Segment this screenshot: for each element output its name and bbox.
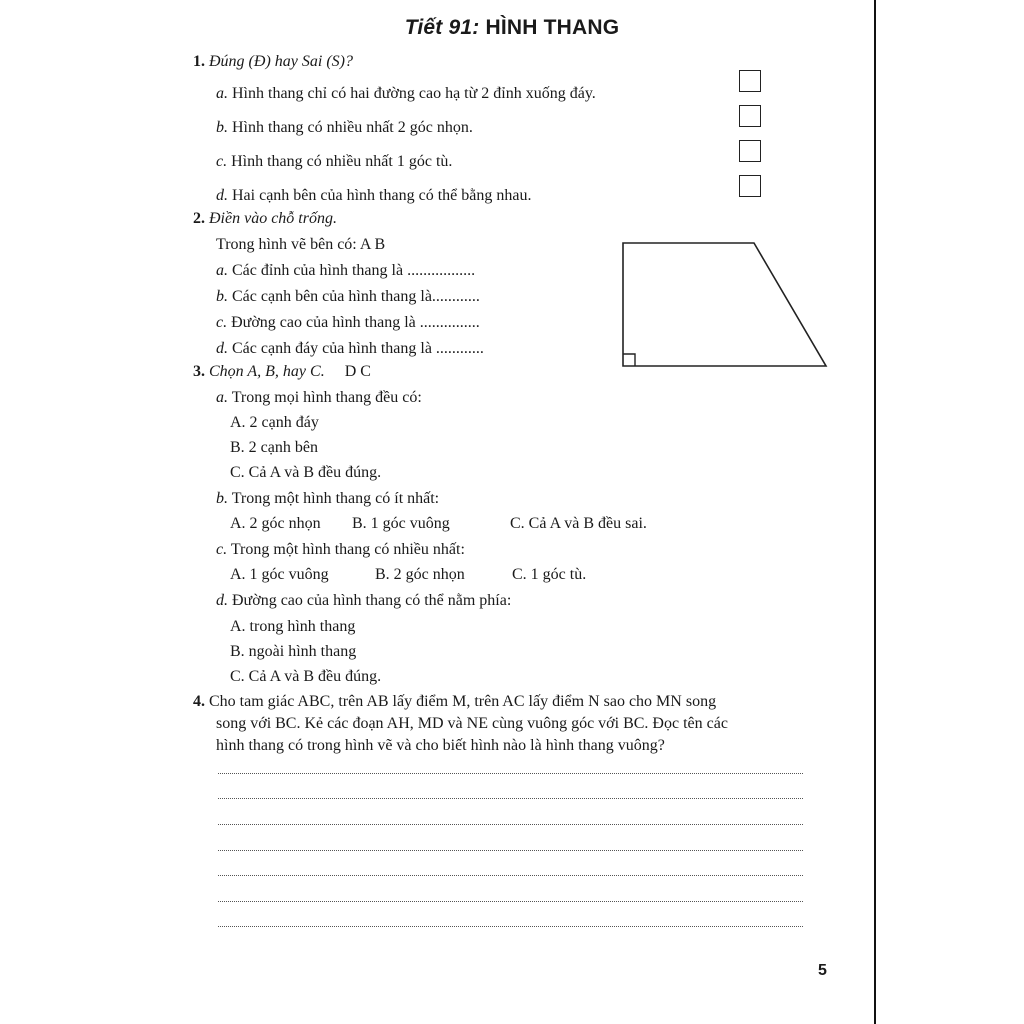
q3-instruction: Chọn A, B, hay C. <box>209 363 325 380</box>
q2-instruction: Điền vào chỗ trống. <box>209 210 337 227</box>
q3-heading <box>193 362 371 382</box>
answer-line[interactable] <box>218 926 803 927</box>
q3a-option-a[interactable]: A. 2 cạnh đáy <box>230 414 319 431</box>
item-text: Trong một hình thang có nhiều nhất: <box>230 541 465 558</box>
item-text: Hình thang chỉ có hai đường cao hạ từ 2 đỉnh xuống đáy. <box>232 85 596 102</box>
q1-item-c <box>216 152 452 172</box>
answer-line[interactable] <box>218 798 803 799</box>
q2-heading <box>193 209 337 229</box>
q3b-option-c[interactable]: C. Cả A và B đều sai. <box>510 515 647 532</box>
item-mark: a. <box>216 389 228 406</box>
item-text: Đường cao của hình thang là ............... <box>231 314 480 331</box>
trapezoid-outline <box>623 243 826 366</box>
q2-item-b <box>216 287 480 307</box>
q3d-option-b[interactable]: B. ngoài hình thang <box>230 643 357 660</box>
q3a-question <box>216 388 422 408</box>
q4-text: Cho tam giác ABC, trên AB lấy điểm M, trên AC lấy điểm N sao cho MN song <box>209 693 717 710</box>
item-mark: b. <box>216 490 228 507</box>
q3c-option-c[interactable]: C. 1 góc tù. <box>512 566 587 583</box>
right-angle-mark <box>623 354 635 366</box>
lesson-number: Tiết 91: <box>404 16 480 39</box>
answer-box-d[interactable] <box>739 175 761 197</box>
q3d-option-c[interactable]: C. Cả A và B đều đúng. <box>230 668 382 685</box>
item-mark: c. <box>216 314 228 331</box>
q3a-option-c[interactable]: C. Cả A và B đều đúng. <box>230 464 382 481</box>
item-mark: c. <box>216 541 228 558</box>
page-edge-line <box>874 0 876 1024</box>
q2-item-a <box>216 261 475 281</box>
q3b-option-b[interactable]: B. 1 góc vuông <box>352 515 450 532</box>
answer-box-b[interactable] <box>739 105 761 127</box>
q1-heading <box>193 52 353 72</box>
page-title <box>0 16 1024 40</box>
answer-box-c[interactable] <box>739 140 761 162</box>
q4-line-1 <box>193 692 716 712</box>
page-number: 5 <box>818 962 827 979</box>
q3c-option-b[interactable]: B. 2 góc nhọn <box>375 566 465 583</box>
q2-intro: Trong hình vẽ bên có: A B <box>216 236 386 253</box>
q1-item-b <box>216 118 473 138</box>
item-mark: d. <box>216 592 228 609</box>
item-mark: c. <box>216 153 228 170</box>
q3c-question <box>216 540 465 560</box>
q4-number: 4. <box>193 693 205 710</box>
item-text: Hình thang có nhiều nhất 2 góc nhọn. <box>232 119 473 136</box>
q3-number: 3. <box>193 363 205 380</box>
item-mark: d. <box>216 187 228 204</box>
q1-item-d <box>216 186 531 206</box>
lesson-topic: HÌNH THANG <box>485 16 620 39</box>
q3c-option-a[interactable]: A. 1 góc vuông <box>230 566 329 583</box>
item-mark: a. <box>216 85 228 102</box>
item-mark: b. <box>216 119 228 136</box>
answer-line[interactable] <box>218 875 803 876</box>
item-mark: d. <box>216 340 228 357</box>
q3-vertex-labels: D C <box>344 363 371 380</box>
q2-item-d <box>216 339 484 359</box>
answer-line[interactable] <box>218 824 803 825</box>
item-text: Các cạnh đáy của hình thang là ............ <box>232 340 484 357</box>
answer-line[interactable] <box>218 773 803 774</box>
q3d-question <box>216 591 511 611</box>
item-text: Hai cạnh bên của hình thang có thể bằng nhau. <box>232 187 532 204</box>
q3b-question <box>216 489 439 509</box>
item-text: Các cạnh bên của hình thang là............ <box>232 288 480 305</box>
item-text: Đường cao của hình thang có thể nằm phía: <box>232 592 512 609</box>
q2-number: 2. <box>193 210 205 227</box>
answer-line[interactable] <box>218 850 803 851</box>
item-mark: a. <box>216 262 228 279</box>
q3d-option-a[interactable]: A. trong hình thang <box>230 618 356 635</box>
q1-item-a <box>216 84 596 104</box>
q3b-option-a[interactable]: A. 2 góc nhọn <box>230 515 321 532</box>
item-text: Hình thang có nhiều nhất 1 góc tù. <box>231 153 453 170</box>
answer-box-a[interactable] <box>739 70 761 92</box>
q2-item-c <box>216 313 480 333</box>
q1-instruction: Đúng (Đ) hay Sai (S)? <box>209 53 353 70</box>
item-text: Các đỉnh của hình thang là ................. <box>232 262 476 279</box>
item-text: Trong mọi hình thang đều có: <box>231 389 422 406</box>
q4-line-3: hình thang có trong hình vẽ và cho biết hình nào là hình thang vuông? <box>216 737 665 754</box>
q3a-option-b[interactable]: B. 2 cạnh bên <box>230 439 318 456</box>
item-text: Trong một hình thang có ít nhất: <box>231 490 440 507</box>
q4-line-2: song với BC. Kẻ các đoạn AH, MD và NE cùng vuông góc với BC. Đọc tên các <box>216 715 728 732</box>
q1-number: 1. <box>193 53 205 70</box>
answer-line[interactable] <box>218 901 803 902</box>
item-mark: b. <box>216 288 228 305</box>
trapezoid-figure <box>618 238 832 370</box>
